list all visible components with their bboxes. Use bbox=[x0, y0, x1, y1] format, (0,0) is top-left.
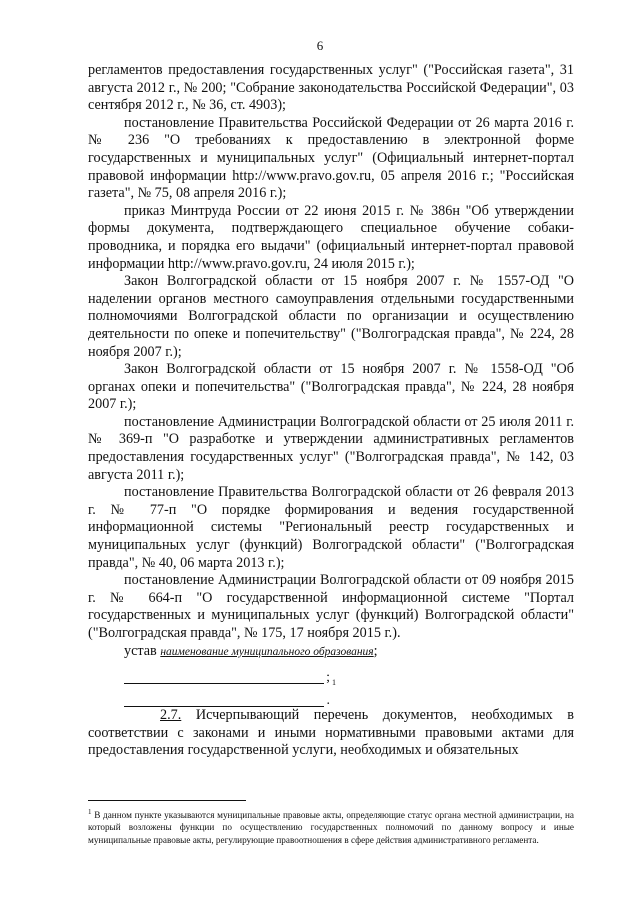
paragraph: Закон Волгоградской области от 15 ноября 2007 г. № 1557-ОД "О наделении органов местного самоуправления отдельными государственными полномочиями Волгоградской области по организации и осуществлению деятельности по опеке и попечительству" ("Волгоградская правда", № 224, 28 ноября 2007 г.); bbox=[88, 273, 574, 360]
paragraph: постановление Правительства Российской Федерации от 26 марта 2016 г. № 236 "О требованиях к предоставлению в электронной форме государственных и муниципальных услуг" (Официальный интернет-портал правовой информации http://www.pravo.gov.ru, 05 апреля 2016 г.; "Российская газета", № 75, 08 апреля 2016 г.); bbox=[88, 114, 574, 202]
footnote-text: В данном пункте указываются муниципальные правовые акты, определяющие статус органа местной администрации, на который возложены функции по осуществлению государственных полномочий по данному вопросу и иные муниципальные правовые акты, регулирующие правоотношения в сфере действия административного регламента. bbox=[88, 810, 574, 845]
blank-entry-line bbox=[124, 669, 336, 687]
ustav-suffix: ; bbox=[373, 642, 378, 659]
document-body bbox=[88, 62, 574, 760]
footnote-mark: 1 bbox=[88, 808, 92, 816]
ustav-placeholder: наименование муниципального образования bbox=[160, 645, 374, 658]
paragraph: постановление Правительства Волгоградской области от 26 февраля 2013 г. № 77-п "О порядке формирования и ведения государственной информационной системы "Региональный реестр государственных и муниципальных услуг (функций) Волгоградской области" ("Волгоградская правда", № 40, 06 марта 2013 г.); bbox=[88, 484, 574, 571]
section-number: 2.7. bbox=[160, 707, 182, 724]
paragraph: приказ Минтруда России от 22 июня 2015 г. № 386н "Об утверждении формы документа, подтверждающего специальное обучение собаки-проводника, и порядка его выдачи" (официальный интернет-портал правовой информации http://www.pravo.gov.ru, 24 июля 2015 г.); bbox=[88, 202, 574, 272]
section-text: Исчерпывающий перечень документов, необходимых в соответствии с законами и иными нормативными правовыми актами для предоставления государственной услуги, необходимых и обязательных bbox=[88, 707, 574, 759]
footnote-divider bbox=[88, 800, 246, 801]
blank-entry-line-2 bbox=[124, 692, 330, 708]
footnote-reference: 1 bbox=[332, 677, 336, 687]
blank-entry-period: . bbox=[326, 692, 330, 708]
paragraph: постановление Администрации Волгоградской области от 09 ноября 2015 г. № 664-п "О государственной информационной системе "Портал государственных и муниципальных услуг (функций) Волгоградской области" ("Волгоградская правда", № 175, 17 ноября 2015 г.). bbox=[88, 572, 574, 641]
paragraph: регламентов предоставления государственных услуг" ("Российская газета", 31 августа 2012 г., № 200; "Собрание законодательства Российской Федерации", 03 сентября 2012 г., № 36, ст. 4903); bbox=[88, 62, 574, 114]
ustav-line bbox=[88, 643, 574, 662]
section-2-7 bbox=[88, 707, 574, 760]
page-number: 6 bbox=[316, 38, 324, 53]
paragraph: Закон Волгоградской области от 15 ноября 2007 г. № 1558-ОД "Об органах опеки и попечительства" ("Волгоградская правда", № 224, 28 ноября 2007 г.); bbox=[88, 361, 574, 413]
paragraph: постановление Администрации Волгоградской области от 25 июля 2011 г. № 369-п "О разработке и утверждении административных регламентов предоставления государственных услуг" ("Волгоградская правда", № 142, 03 августа 2011 г.); bbox=[88, 413, 574, 483]
blank-entry-semicolon: ; bbox=[326, 669, 330, 685]
footnote bbox=[88, 806, 574, 846]
ustav-prefix: устав bbox=[124, 642, 161, 659]
